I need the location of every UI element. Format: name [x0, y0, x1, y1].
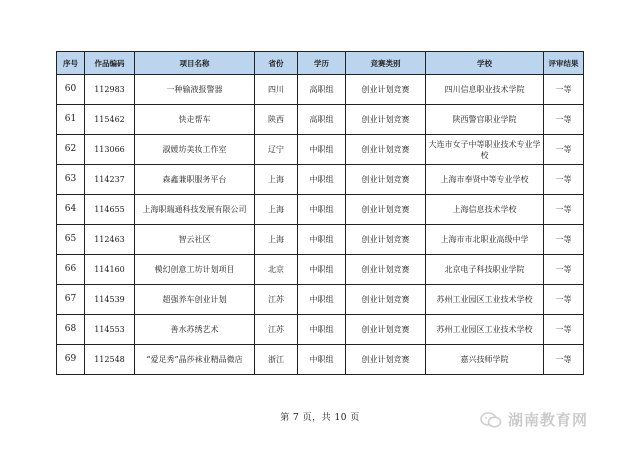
cell-project: 上海职瑞通科技发展有限公司 [135, 195, 255, 225]
table-row [57, 135, 584, 165]
cell-project: 模幻创意工坊计划项目 [135, 255, 255, 285]
table-row [57, 195, 584, 225]
wechat-icon [480, 411, 502, 429]
header-province: 省份 [255, 52, 298, 75]
cell-project: 一种输液报警器 [135, 75, 255, 105]
cell-project: 森鑫兼职服务平台 [135, 165, 255, 195]
cell-province: 陕西 [255, 105, 298, 135]
cell-code: 114237 [85, 165, 135, 195]
cell-project: 智云社区 [135, 225, 255, 255]
cell-province: 四川 [255, 75, 298, 105]
cell-result: 一等 [544, 105, 584, 135]
cell-seq: 64 [57, 195, 85, 225]
header-row [57, 52, 584, 75]
cell-seq: 61 [57, 105, 85, 135]
cell-province: 上海 [255, 225, 298, 255]
table-header [57, 52, 584, 75]
cell-level: 高职组 [298, 75, 346, 105]
cell-school: 四川信息职业技术学院 [426, 75, 544, 105]
header-category: 竞赛类别 [346, 52, 426, 75]
cell-school: 上海市市北职业高级中学 [426, 225, 544, 255]
header-school: 学校 [426, 52, 544, 75]
cell-result: 一等 [544, 255, 584, 285]
table-row [57, 285, 584, 315]
cell-category: 创业计划竞赛 [346, 135, 426, 165]
cell-code: 114553 [85, 315, 135, 345]
cell-result: 一等 [544, 285, 584, 315]
cell-code: 112548 [85, 345, 135, 375]
cell-school: 北京电子科技职业学院 [426, 255, 544, 285]
cell-province: 浙江 [255, 345, 298, 375]
cell-school: 上海市奉贤中等专业学校 [426, 165, 544, 195]
cell-level: 中职组 [298, 225, 346, 255]
cell-result: 一等 [544, 225, 584, 255]
cell-level: 高职组 [298, 105, 346, 135]
page-number: 第 7 页，共 10 页 [280, 413, 360, 423]
cell-seq: 63 [57, 165, 85, 195]
watermark [480, 409, 588, 430]
cell-level: 中职组 [298, 195, 346, 225]
table-body [57, 75, 584, 375]
cell-level: 中职组 [298, 345, 346, 375]
cell-level: 中职组 [298, 165, 346, 195]
header-result: 评审结果 [544, 52, 584, 75]
cell-province: 江苏 [255, 285, 298, 315]
cell-code: 113066 [85, 135, 135, 165]
header-code: 作品编码 [85, 52, 135, 75]
header-seq: 序号 [57, 52, 85, 75]
cell-level: 中职组 [298, 315, 346, 345]
cell-school: 大连市女子中等职业技术专业学校 [426, 135, 544, 165]
cell-school: 苏州工业园区工业技术学校 [426, 315, 544, 345]
cell-seq: 68 [57, 315, 85, 345]
cell-result: 一等 [544, 345, 584, 375]
cell-category: 创业计划竞赛 [346, 345, 426, 375]
cell-category: 创业计划竞赛 [346, 225, 426, 255]
cell-province: 北京 [255, 255, 298, 285]
cell-result: 一等 [544, 75, 584, 105]
watermark-text: 湖南教育网 [508, 411, 589, 429]
cell-province: 江苏 [255, 315, 298, 345]
cell-code: 114160 [85, 255, 135, 285]
cell-category: 创业计划竞赛 [346, 75, 426, 105]
cell-code: 112983 [85, 75, 135, 105]
cell-school: 嘉兴技师学院 [426, 345, 544, 375]
cell-code: 114655 [85, 195, 135, 225]
cell-code: 115462 [85, 105, 135, 135]
results-table [56, 51, 584, 375]
table-row [57, 225, 584, 255]
cell-school: 苏州工业园区工业技术学校 [426, 285, 544, 315]
cell-school: 陕西警官职业学院 [426, 105, 544, 135]
cell-province: 辽宁 [255, 135, 298, 165]
cell-province: 上海 [255, 165, 298, 195]
cell-level: 中职组 [298, 285, 346, 315]
table-row [57, 105, 584, 135]
cell-category: 创业计划竞赛 [346, 315, 426, 345]
cell-project: 快走帮车 [135, 105, 255, 135]
table-row [57, 315, 584, 345]
cell-category: 创业计划竞赛 [346, 165, 426, 195]
cell-level: 中职组 [298, 135, 346, 165]
table-row [57, 345, 584, 375]
cell-project: “爱足秀”晶莎袜业精品微店 [135, 345, 255, 375]
cell-seq: 66 [57, 255, 85, 285]
cell-project: 超强养车创业计划 [135, 285, 255, 315]
cell-seq: 67 [57, 285, 85, 315]
cell-result: 一等 [544, 195, 584, 225]
header-level: 学历 [298, 52, 346, 75]
cell-school: 上海信息技术学校 [426, 195, 544, 225]
cell-seq: 65 [57, 225, 85, 255]
table-row [57, 75, 584, 105]
table-row [57, 255, 584, 285]
cell-seq: 69 [57, 345, 85, 375]
cell-category: 创业计划竞赛 [346, 195, 426, 225]
cell-category: 创业计划竞赛 [346, 285, 426, 315]
cell-code: 112463 [85, 225, 135, 255]
cell-project: 淑媛坊美妆工作室 [135, 135, 255, 165]
cell-category: 创业计划竞赛 [346, 255, 426, 285]
cell-province: 上海 [255, 195, 298, 225]
cell-category: 创业计划竞赛 [346, 105, 426, 135]
cell-level: 中职组 [298, 255, 346, 285]
header-project: 项目名称 [135, 52, 255, 75]
cell-project: 善水苏绣艺术 [135, 315, 255, 345]
cell-seq: 62 [57, 135, 85, 165]
cell-result: 一等 [544, 315, 584, 345]
cell-seq: 60 [57, 75, 85, 105]
cell-result: 一等 [544, 135, 584, 165]
table-row [57, 165, 584, 195]
cell-code: 114539 [85, 285, 135, 315]
cell-result: 一等 [544, 165, 584, 195]
